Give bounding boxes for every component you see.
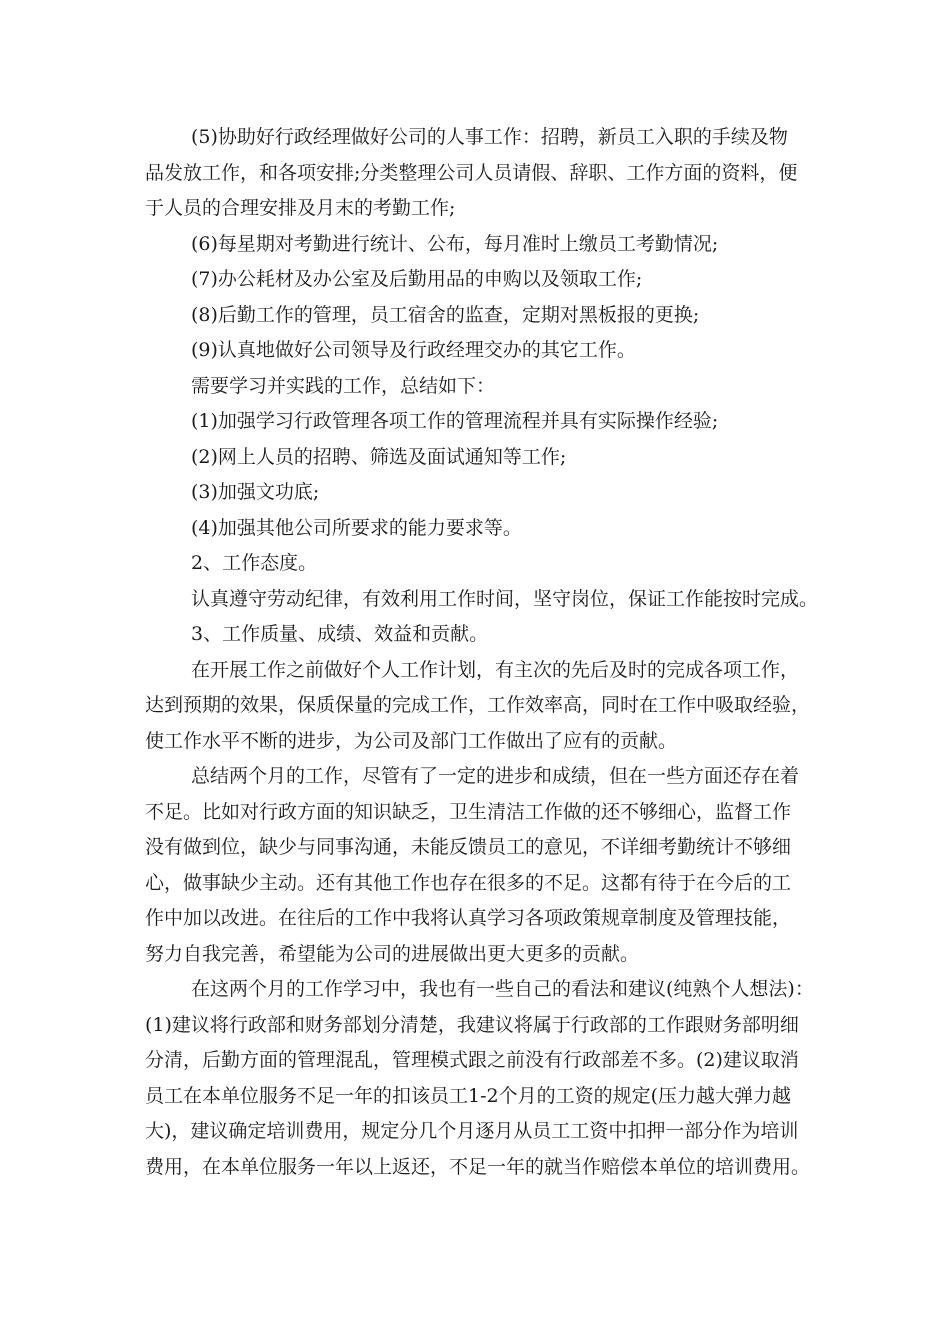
text-line: 心，做事缺少主动。还有其他工作也存在很多的不足。这都有待于在今后的工 — [145, 871, 792, 894]
text-line: 于人员的合理安排及月末的考勤工作; — [145, 197, 456, 219]
text-line: (4)加强其他公司所要求的能力要求等。 — [191, 516, 522, 539]
text-line: 不足。比如对行政方面的知识缺乏，卫生清洁工作做的还不够细心，监督工作 — [145, 800, 792, 823]
text-line: 3、工作质量、成绩、效益和贡献。 — [191, 623, 489, 645]
text-line: (6)每星期对考勤进行统计、公布，每月准时上缴员工考勤情况; — [191, 232, 719, 255]
text-line: 2、工作态度。 — [191, 552, 318, 574]
text-line: (3)加强文功底; — [191, 481, 320, 503]
text-line: (1)加强学习行政管理各项工作的管理流程并具有实际操作经验; — [191, 410, 719, 432]
text-line: (1)建议将行政部和财务部划分清楚，我建议将属于行政部的工作跟财务部明细 — [145, 1013, 799, 1036]
text-line: (9)认真地做好公司领导及行政经理交办的其它工作。 — [191, 339, 636, 361]
text-line: 需要学习并实践的工作，总结如下： — [191, 374, 496, 397]
text-line: 认真遵守劳动纪律，有效利用工作时间，坚守岗位，保证工作能按时完成。 — [191, 587, 819, 610]
text-line: 员工在本单位服务不足一年的扣该员工1-2个月的工资的规定(压力越大弹力越 — [145, 1084, 792, 1107]
text-line: (8)后勤工作的管理，员工宿舍的监查，定期对黑板报的更换; — [191, 303, 700, 326]
document-body — [145, 120, 825, 1185]
text-line: (7)办公耗材及办公室及后勤用品的申购以及领取工作; — [191, 268, 643, 290]
text-line: 在这两个月的工作学习中，我也有一些自己的看法和建议(纯熟个人想法)： — [191, 978, 814, 1000]
text-line: (5)协助好行政经理做好公司的人事工作：招聘，新员工入职的手续及物 — [191, 126, 788, 148]
text-line: (2)网上人员的招聘、筛选及面试通知等工作; — [191, 445, 567, 468]
text-line: 没有做到位，缺少与同事沟通，未能反馈员工的意见，不详细考勤统计不够细 — [145, 836, 792, 858]
text-line: 分清，后勤方面的管理混乱，管理模式跟之前没有行政部差不多。(2)建议取消 — [145, 1049, 799, 1071]
text-line: 总结两个月的工作，尽管有了一定的进步和成绩，但在一些方面还存在着 — [191, 765, 800, 787]
text-line: 努力自我完善，希望能为公司的进展做出更大更多的贡献。 — [145, 942, 640, 965]
text-line: 使工作水平不断的进步，为公司及部门工作做出了应有的贡献。 — [145, 729, 678, 752]
text-line: 在开展工作之前做好个人工作计划，有主次的先后及时的完成各项工作， — [191, 658, 800, 681]
text-line: 费用，在本单位服务一年以上返还，不足一年的就当作赔偿本单位的培训费用。 — [145, 1155, 811, 1178]
text-line: 大)，建议确定培训费用，规定分几个月逐月从员工工资中扣押一部分作为培训 — [145, 1120, 799, 1142]
text-line: 作中加以改进。在往后的工作中我将认真学习各项政策规章制度及管理技能， — [145, 907, 792, 929]
text-line: 品发放工作，和各项安排;分类整理公司人员请假、辞职、工作方面的资料，便 — [145, 161, 798, 184]
text-line: 达到预期的效果，保质保量的完成工作，工作效率高，同时在工作中吸取经验， — [145, 694, 811, 716]
